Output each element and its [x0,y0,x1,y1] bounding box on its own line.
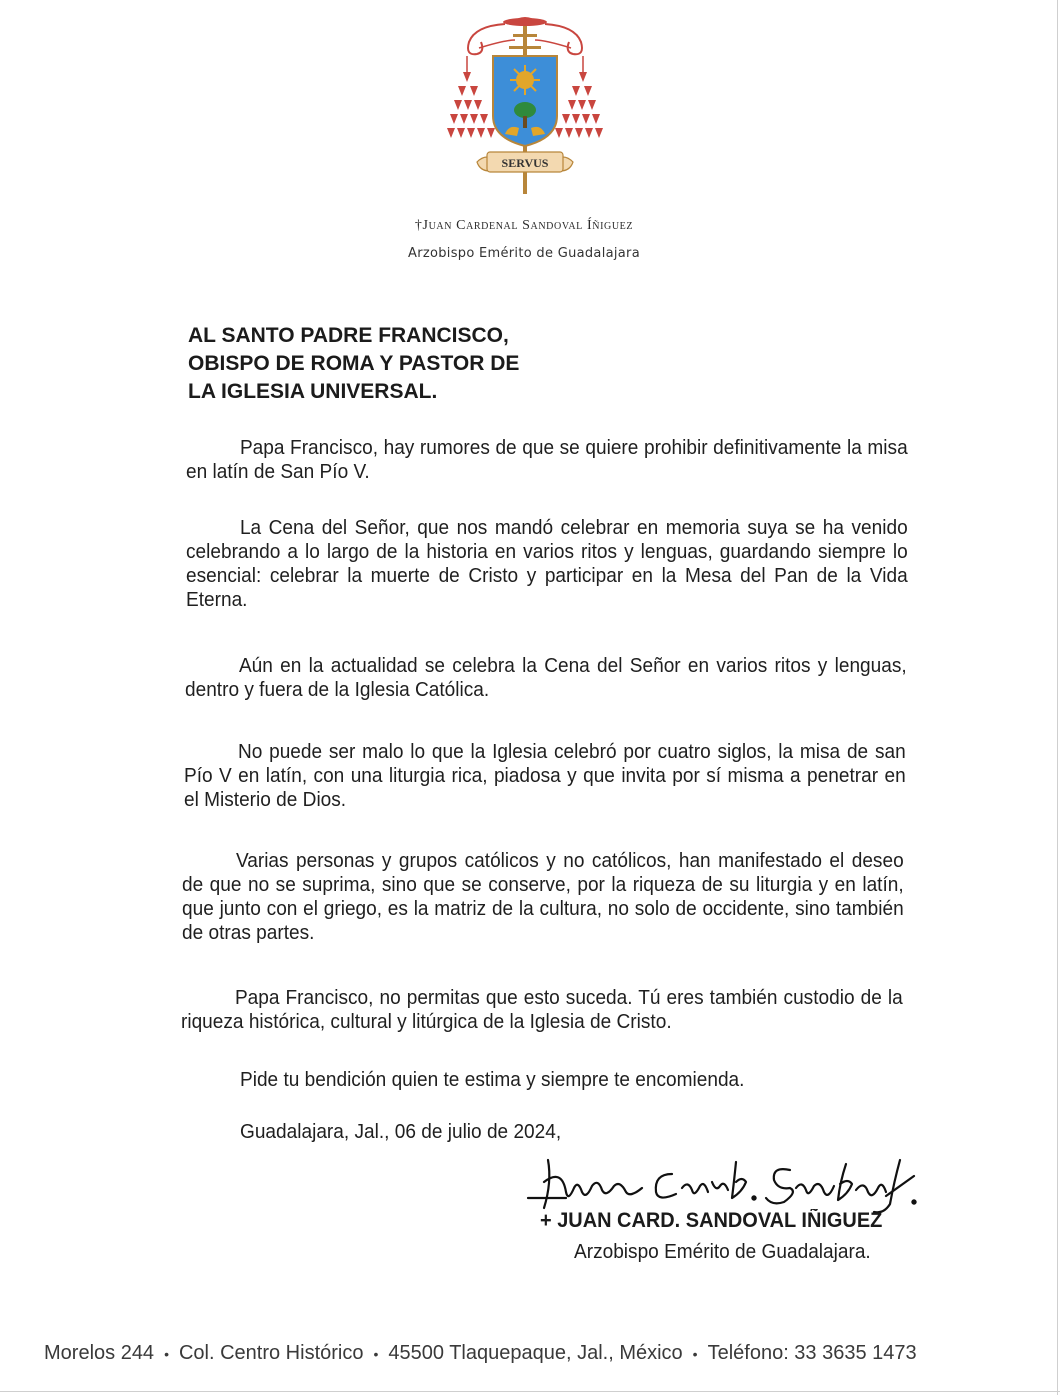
footer-colonia: Col. Centro Histórico [178,1342,364,1364]
coat-of-arms-seal [445,12,605,197]
dateline: Guadalajara, Jal., 06 de julio de 2024, [240,1120,562,1143]
letterhead-title: Arzobispo Emérito de Guadalajara [408,246,640,261]
signatory-name: + JUAN CARD. SANDOVAL IÑIGUEZ [540,1209,883,1232]
body-paragraph [181,986,903,1034]
footer-separator: • [373,1345,379,1362]
signature-text: Juan Card. Sandoval [522,1152,532,1153]
addressee-block [188,322,519,406]
paragraph-text: Aún en la actualidad se celebra la Cena del Señor en varios ritos y lenguas, dentro y fuera de la Iglesia Católica. [185,654,907,701]
footer-separator: • [692,1345,698,1362]
closing-line: Pide tu bendición quien te estima y siempre te encomienda. [240,1068,745,1091]
crest-motto: SERVUS [501,156,549,170]
page-edge [1057,0,1058,1395]
body-paragraph [184,740,906,812]
footer-street: Morelos 244 [44,1342,155,1364]
paragraph-text: Papa Francisco, no permitas que esto suceda. Tú eres también custodio de la riqueza histórica, cultural y litúrgica de la Iglesia de Cristo. [181,986,903,1033]
paragraph-text: La Cena del Señor, que nos mandó celebrar en memoria suya se ha venido celebrando a lo largo de la historia en varios ritos y lenguas, guardando siempre lo esencial: celebrar la muerte de Cristo y participar en la Mesa del Pan de la Vida Eterna. [186,516,908,611]
footer-city: 45500 Tlaquepaque, Jal., México [388,1342,683,1364]
page-edge [0,1391,1060,1392]
body-paragraph [182,849,904,945]
footer-address [44,1342,1024,1365]
paragraph-text: Varias personas y grupos católicos y no católicos, han manifestado el deseo de que no se suprima, sino que se conserve, por la riqueza de su liturgia y en latín, que junto con el griego, es la matriz de la cultura, no solo de occidente, sino también de otras partes. [182,849,904,944]
signatory-title: Arzobispo Emérito de Guadalajara. [574,1240,871,1263]
addressee-line: OBISPO DE ROMA Y PASTOR DE [188,352,520,375]
paragraph-text: Papa Francisco, hay rumores de que se quiere prohibir definitivamente la misa en latín de San Pío V. [186,436,908,483]
footer-separator: • [164,1345,169,1362]
body-paragraph [186,436,908,484]
body-paragraph [186,516,908,612]
paragraph-text: No puede ser malo lo que la Iglesia celebró por cuatro siglos, la misa de san Pío V en latín, con una liturgia rica, piadosa y que invita por sí misma a penetrar en el Misterio de Dios. [184,740,906,811]
footer-phone: Teléfono: 33 3635 1473 [707,1342,917,1364]
body-paragraph [185,654,907,702]
addressee-line: AL SANTO PADRE FRANCISCO, [188,324,509,347]
addressee-line: LA IGLESIA UNIVERSAL. [188,380,438,403]
letterhead-name: †Juan Cardenal Sandoval Íñiguez [414,218,634,233]
